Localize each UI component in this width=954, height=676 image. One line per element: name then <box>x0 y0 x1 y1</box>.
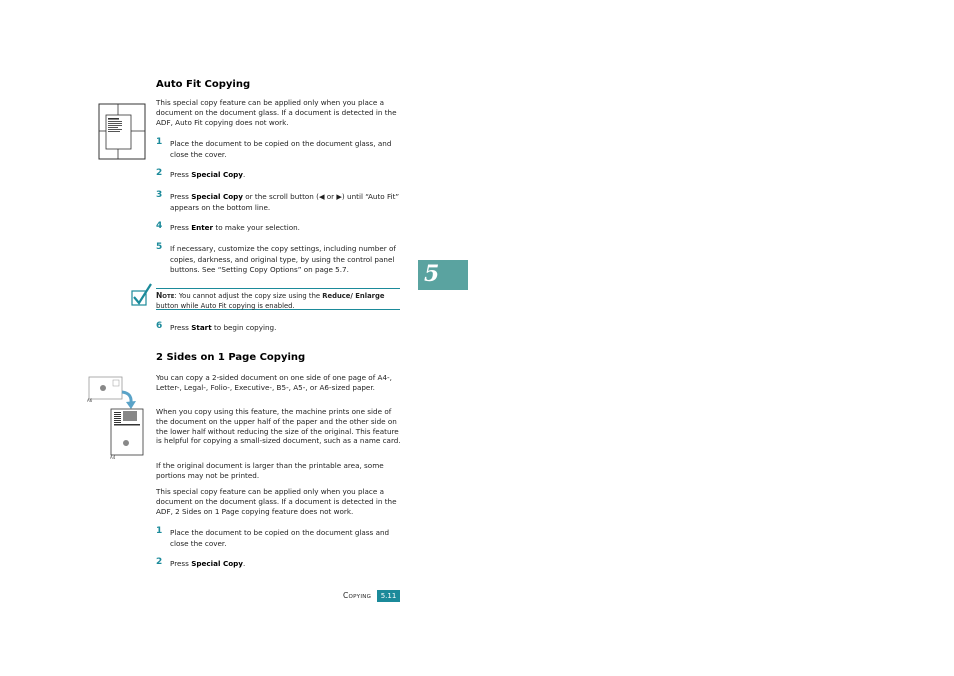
large-doc-label: A4 <box>110 455 116 460</box>
section-heading-auto-fit: Auto Fit Copying <box>156 79 251 90</box>
step-1: 1 Place the document to be copied on the document glass, and close the cover. <box>156 137 392 159</box>
footer-chapter-label: COPYING <box>343 591 372 600</box>
step-number: 6 <box>156 321 163 331</box>
paragraph-4: This special copy feature can be applied only when you place a document on the document glass. If a document is detected in the ADF, 2 Sides on 1 Page copying feature does not work. <box>156 487 397 516</box>
paragraph-2: When you copy using this feature, the machine prints one side of the document on the upper half of the paper and the other side on the lower half without reducing the size of the original. This feature is helpful for copying a small-sized document, such as a name card. <box>156 407 401 446</box>
note-box: NOTE: You cannot adjust the copy size using the Reduce/ Enlarge button while Auto Fit copying is enabled. <box>156 288 400 310</box>
step-1-section2: 1 Place the document to be copied on the document glass and close the cover. <box>156 526 390 548</box>
step-2: 2 Press Special Copy. <box>156 168 246 179</box>
step-6: 6 Press Start to begin copying. <box>156 321 277 332</box>
step-number: 1 <box>156 526 163 536</box>
small-doc-label: A6 <box>87 398 93 403</box>
paragraph-3: If the original document is larger than the printable area, some portions may not be printed. <box>156 461 384 480</box>
step-number: 2 <box>156 557 163 567</box>
section-heading-2-sides: 2 Sides on 1 Page Copying <box>156 352 306 363</box>
step-number: 5 <box>156 242 163 252</box>
page-number: 5.11 <box>377 590 400 602</box>
note-check-icon <box>130 282 154 308</box>
step-number: 4 <box>156 221 163 231</box>
auto-fit-illustration <box>98 103 146 160</box>
paragraph-1: You can copy a 2-sided document on one side of one page of A4-, Letter-, Legal-, Folio-, Executive-, B5-, A5-, or A6-sized paper. <box>156 373 392 392</box>
step-number: 3 <box>156 190 163 200</box>
two-sided-illustration <box>86 375 146 461</box>
step-3: 3 Press Special Copy or the scroll button (◀ or ▶) until “Auto Fit” appears on the bottom line. <box>156 190 400 212</box>
chapter-tab: 5 <box>418 260 468 290</box>
intro-paragraph: This special copy feature can be applied only when you place a document on the document glass. If a document is detected in the ADF, Auto Fit copying does not work. <box>156 98 397 127</box>
step-2-section2: 2 Press Special Copy. <box>156 557 246 568</box>
curved-arrow-icon <box>126 401 136 409</box>
step-number: 2 <box>156 168 163 178</box>
step-number: 1 <box>156 137 163 147</box>
step-4: 4 Press Enter to make your selection. <box>156 221 300 232</box>
step-5: 5 If necessary, customize the copy settings, including number of copies, darkness, and original type, by using the control panel buttons. See “Setting Copy Options” on page 5.7. <box>156 242 396 274</box>
